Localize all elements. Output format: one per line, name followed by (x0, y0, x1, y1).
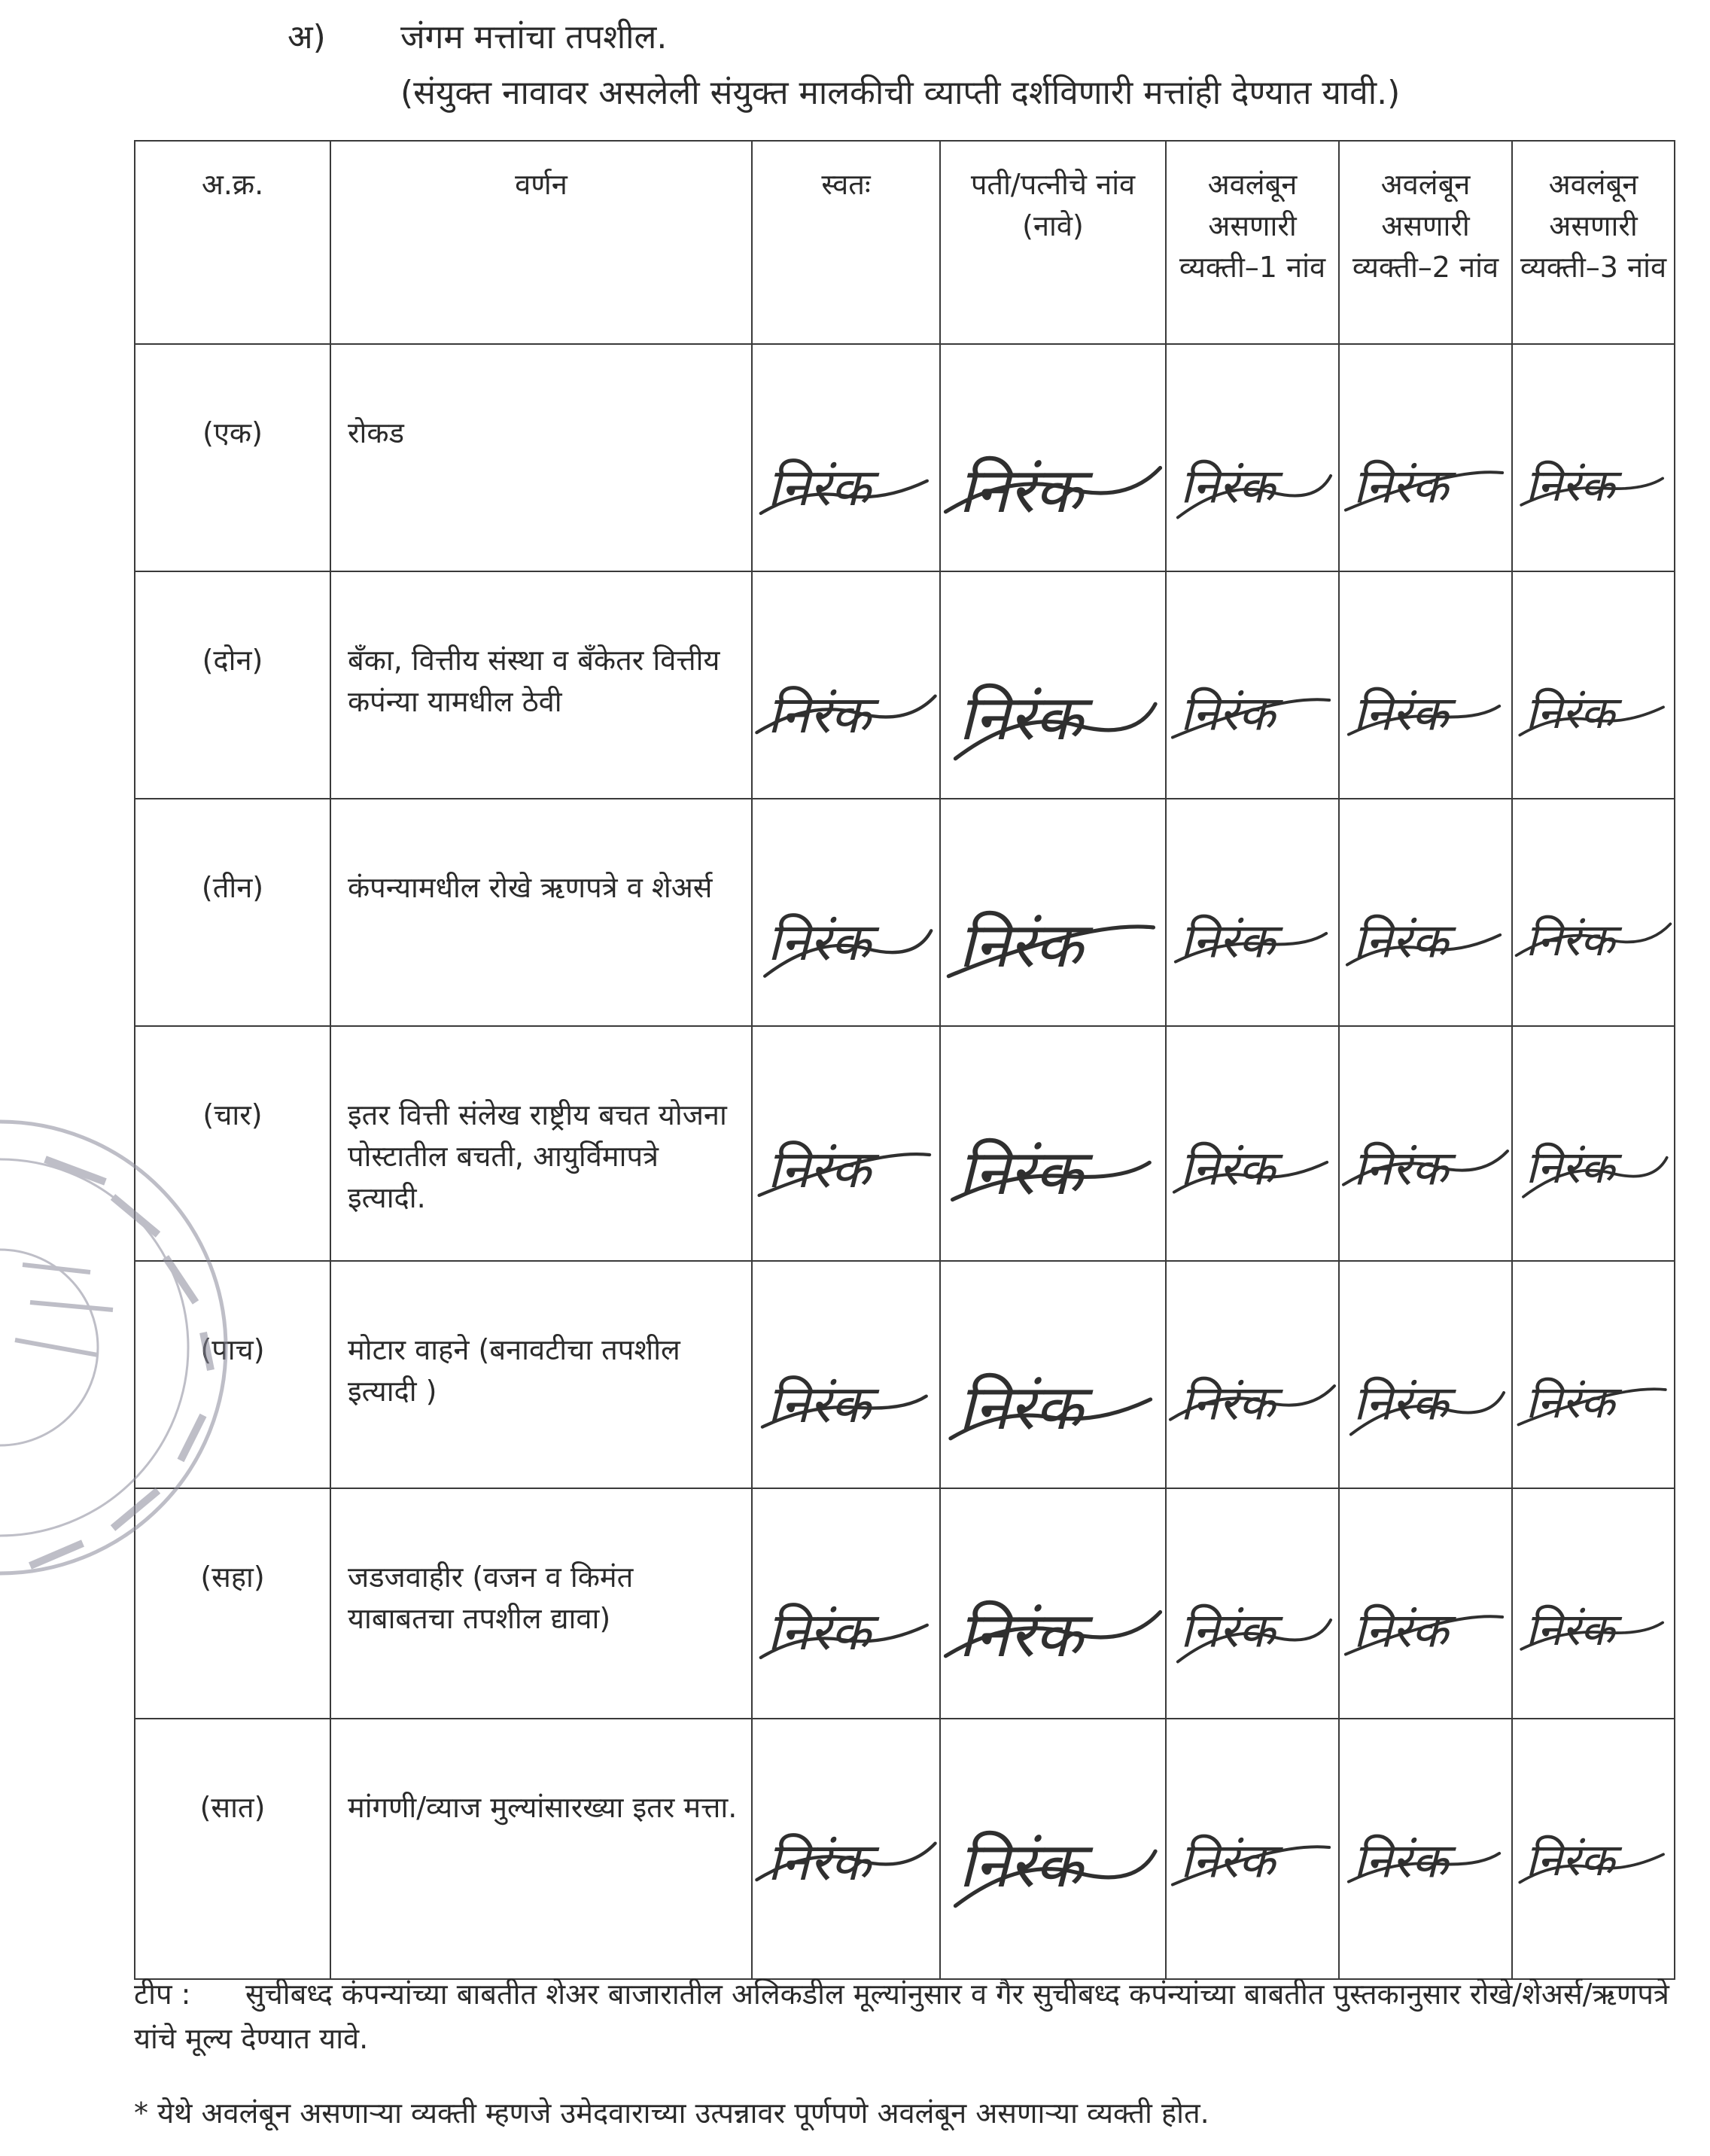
handwritten-nil-entry (941, 1057, 1165, 1253)
handwritten-nil-entry (941, 602, 1165, 798)
cell-spouse (940, 1026, 1166, 1261)
row-serial: (दोन) (135, 571, 330, 799)
cell-dependent-3 (1512, 1026, 1675, 1261)
cell-self (752, 1488, 940, 1719)
cell-dependent-3 (1512, 571, 1675, 799)
cell-dependent-3 (1512, 344, 1675, 571)
handwritten-nil-entry (1513, 602, 1674, 798)
handwritten-nil-text: निरंक (1525, 460, 1615, 513)
row-serial: (एक) (135, 344, 330, 571)
handwritten-nil-entry (941, 1292, 1165, 1488)
cell-spouse (940, 1719, 1166, 1979)
handwritten-nil-entry (1513, 830, 1674, 1025)
handwritten-nil-entry (1340, 375, 1511, 571)
handwritten-nil-entry (1340, 830, 1511, 1025)
cell-dependent-2 (1339, 799, 1512, 1026)
handwritten-nil-entry (753, 830, 939, 1025)
handwritten-nil-entry (1167, 1519, 1338, 1715)
handwritten-nil-text: निरंक (767, 458, 871, 519)
handwritten-nil-text: निरंक (1352, 912, 1449, 969)
handwritten-nil-text: निरंक (767, 1832, 871, 1893)
cell-dependent-1 (1166, 1719, 1339, 1979)
col-header-spouse: पती/पत्नीचे नांव (नावे) (940, 141, 1166, 344)
footer-note-label: टीप : (134, 1978, 191, 2011)
row-description: रोकड (330, 344, 752, 571)
col-header-dependent-3: अवलंबून असणारी व्यक्ती–3 नांव (1512, 141, 1675, 344)
cell-self (752, 344, 940, 571)
handwritten-nil-entry (753, 1749, 939, 1945)
row-serial: (सात) (135, 1719, 330, 1979)
handwritten-nil-entry (1513, 375, 1674, 571)
cell-dependent-2 (1339, 1261, 1512, 1488)
section-note: (संयुक्त नावावर असलेली संयुक्त मालकीची व्याप्ती दर्शविणारी मत्तांही देण्यात यावी.) (400, 74, 1401, 112)
footer-note-text: सुचीबध्द कंपन्यांच्या बाबतीत शेअर बाजारातील अलिकडील मूल्यांनुसार व गैर सुचीबध्द कपंन्यांच्या बाबतीत पुस्तकानुसार रोखे/शेअर्स/ऋणपत्रे यांचे मूल्य देण्यात यावे. (134, 1978, 1669, 2055)
cell-self (752, 1719, 940, 1979)
handwritten-nil-entry (941, 1519, 1165, 1715)
col-header-self: स्वतः (752, 141, 940, 344)
handwritten-nil-entry (1340, 1292, 1511, 1488)
footer-asterisk-note: * येथे अवलंबून असणाऱ्या व्यक्ती म्हणजे उमेदवाराच्या उत्पन्नावर पूर्णपणे अवलंबून असणाऱ्या व्यक्ती होत. (134, 2097, 1209, 2130)
row-serial: (तीन) (135, 799, 330, 1026)
cell-self (752, 1026, 940, 1261)
handwritten-nil-text: निरंक (1525, 1835, 1615, 1887)
handwritten-nil-entry (1167, 375, 1338, 571)
cell-dependent-1 (1166, 1261, 1339, 1488)
handwritten-nil-text: निरंक (1179, 458, 1276, 514)
cell-dependent-2 (1339, 571, 1512, 799)
row-description: बँका, वित्तीय संस्था व बँकेतर वित्तीय कपंन्या यामधील ठेवी (330, 571, 752, 799)
handwritten-nil-text: निरंक (958, 908, 1083, 982)
cell-spouse (940, 571, 1166, 799)
handwritten-nil-entry (1167, 1292, 1338, 1488)
handwritten-nil-text: निरंक (958, 681, 1083, 754)
handwritten-nil-text: निरंक (1179, 1602, 1276, 1658)
row-serial: (सहा) (135, 1488, 330, 1719)
handwritten-nil-entry (1340, 1749, 1511, 1945)
table-row (135, 344, 1675, 571)
cell-dependent-1 (1166, 799, 1339, 1026)
cell-self (752, 1261, 940, 1488)
handwritten-nil-text: निरंक (767, 1375, 871, 1436)
cell-self (752, 799, 940, 1026)
cell-dependent-3 (1512, 1488, 1675, 1719)
table-row (135, 571, 1675, 799)
handwritten-nil-text: निरंक (1179, 685, 1276, 742)
footer-note (134, 1972, 1684, 2061)
col-header-description: वर्णन (330, 141, 752, 344)
handwritten-nil-entry (1513, 1749, 1674, 1945)
cell-spouse (940, 344, 1166, 571)
cell-dependent-2 (1339, 1026, 1512, 1261)
table-row (135, 1488, 1675, 1719)
cell-dependent-2 (1339, 1488, 1512, 1719)
cell-dependent-3 (1512, 1719, 1675, 1979)
row-serial: (चार) (135, 1026, 330, 1261)
section-number: अ) (288, 18, 326, 56)
cell-dependent-1 (1166, 571, 1339, 799)
row-description: मांगणी/व्याज मुल्यांसारख्या इतर मत्ता. (330, 1719, 752, 1979)
cell-dependent-2 (1339, 344, 1512, 571)
handwritten-nil-entry (753, 1057, 939, 1253)
handwritten-nil-text: निरंक (1179, 1140, 1276, 1196)
handwritten-nil-text: निरंक (1352, 458, 1449, 514)
handwritten-nil-text: निरंक (1525, 915, 1615, 967)
handwritten-nil-entry (1167, 602, 1338, 798)
col-header-dependent-2: अवलंबून असणारी व्यक्ती–2 नांव (1339, 141, 1512, 344)
handwritten-nil-entry (1167, 1057, 1338, 1253)
handwritten-nil-text: निरंक (767, 1140, 871, 1201)
cell-dependent-1 (1166, 1026, 1339, 1261)
handwritten-nil-text: निरंक (1525, 687, 1615, 740)
section-title: जंगम मत्तांचा तपशील. (400, 18, 668, 56)
handwritten-nil-text: निरंक (767, 1602, 871, 1663)
row-description: कंपन्यामधील रोखे ऋणपत्रे व शेअर्स (330, 799, 752, 1026)
handwritten-nil-text: निरंक (1352, 1375, 1449, 1431)
table-row (135, 799, 1675, 1026)
col-header-serial: अ.क्र. (135, 141, 330, 344)
handwritten-nil-entry (941, 1749, 1165, 1945)
handwritten-nil-text: निरंक (1525, 1604, 1615, 1657)
movable-assets-table (134, 140, 1675, 1980)
col-header-dependent-1: अवलंबून असणारी व्यक्ती–1 नांव (1166, 141, 1339, 344)
office-seal (0, 1114, 286, 1581)
row-description: मोटार वाहने (बनावटीचा तपशील इत्यादी ) (330, 1261, 752, 1488)
row-description: इतर वित्ती संलेख राष्ट्रीय बचत योजना पोस्टातील बचती, आयुर्विमापत्रे इत्यादी. (330, 1026, 752, 1261)
handwritten-nil-text: निरंक (958, 1135, 1083, 1209)
handwritten-nil-entry (941, 830, 1165, 1025)
handwritten-nil-text: निरंक (767, 685, 871, 746)
handwritten-nil-text: निरंक (1352, 1602, 1449, 1658)
handwritten-nil-entry (1513, 1057, 1674, 1253)
handwritten-nil-entry (1167, 1749, 1338, 1945)
cell-dependent-3 (1512, 1261, 1675, 1488)
handwritten-nil-entry (753, 1292, 939, 1488)
handwritten-nil-text: निरंक (1525, 1377, 1615, 1430)
handwritten-nil-entry (753, 1519, 939, 1715)
table-header-row (135, 141, 1675, 344)
handwritten-nil-entry (1513, 1292, 1674, 1488)
cell-dependent-2 (1339, 1719, 1512, 1979)
cell-dependent-3 (1512, 799, 1675, 1026)
handwritten-nil-entry (753, 375, 939, 571)
handwritten-nil-text: निरंक (958, 1370, 1083, 1444)
handwritten-nil-entry (1340, 1057, 1511, 1253)
table-row (135, 1719, 1675, 1979)
handwritten-nil-text: निरंक (1525, 1142, 1615, 1195)
handwritten-nil-entry (1340, 1519, 1511, 1715)
handwritten-nil-text: निरंक (1352, 1140, 1449, 1196)
cell-spouse (940, 1488, 1166, 1719)
handwritten-nil-entry (1167, 830, 1338, 1025)
handwritten-nil-text: निरंक (1352, 1832, 1449, 1889)
cell-spouse (940, 799, 1166, 1026)
cell-dependent-1 (1166, 344, 1339, 571)
handwritten-nil-text: निरंक (767, 912, 871, 973)
row-serial: (पाच) (135, 1261, 330, 1488)
cell-spouse (940, 1261, 1166, 1488)
handwritten-nil-entry (941, 375, 1165, 571)
handwritten-nil-text: निरंक (1352, 685, 1449, 742)
handwritten-nil-text: निरंक (958, 1828, 1083, 1902)
table-row (135, 1026, 1675, 1261)
table-row (135, 1261, 1675, 1488)
cell-dependent-1 (1166, 1488, 1339, 1719)
handwritten-nil-text: निरंक (958, 453, 1083, 527)
cell-self (752, 571, 940, 799)
handwritten-nil-text: निरंक (1179, 912, 1276, 969)
handwritten-nil-text: निरंक (1179, 1832, 1276, 1889)
handwritten-nil-entry (1340, 602, 1511, 798)
handwritten-nil-text: निरंक (1179, 1375, 1276, 1431)
handwritten-nil-entry (1513, 1519, 1674, 1715)
row-description: जडजवाहीर (वजन व किमंत याबाबतचा तपशील द्यावा) (330, 1488, 752, 1719)
handwritten-nil-text: निरंक (958, 1597, 1083, 1671)
handwritten-nil-entry (753, 602, 939, 798)
